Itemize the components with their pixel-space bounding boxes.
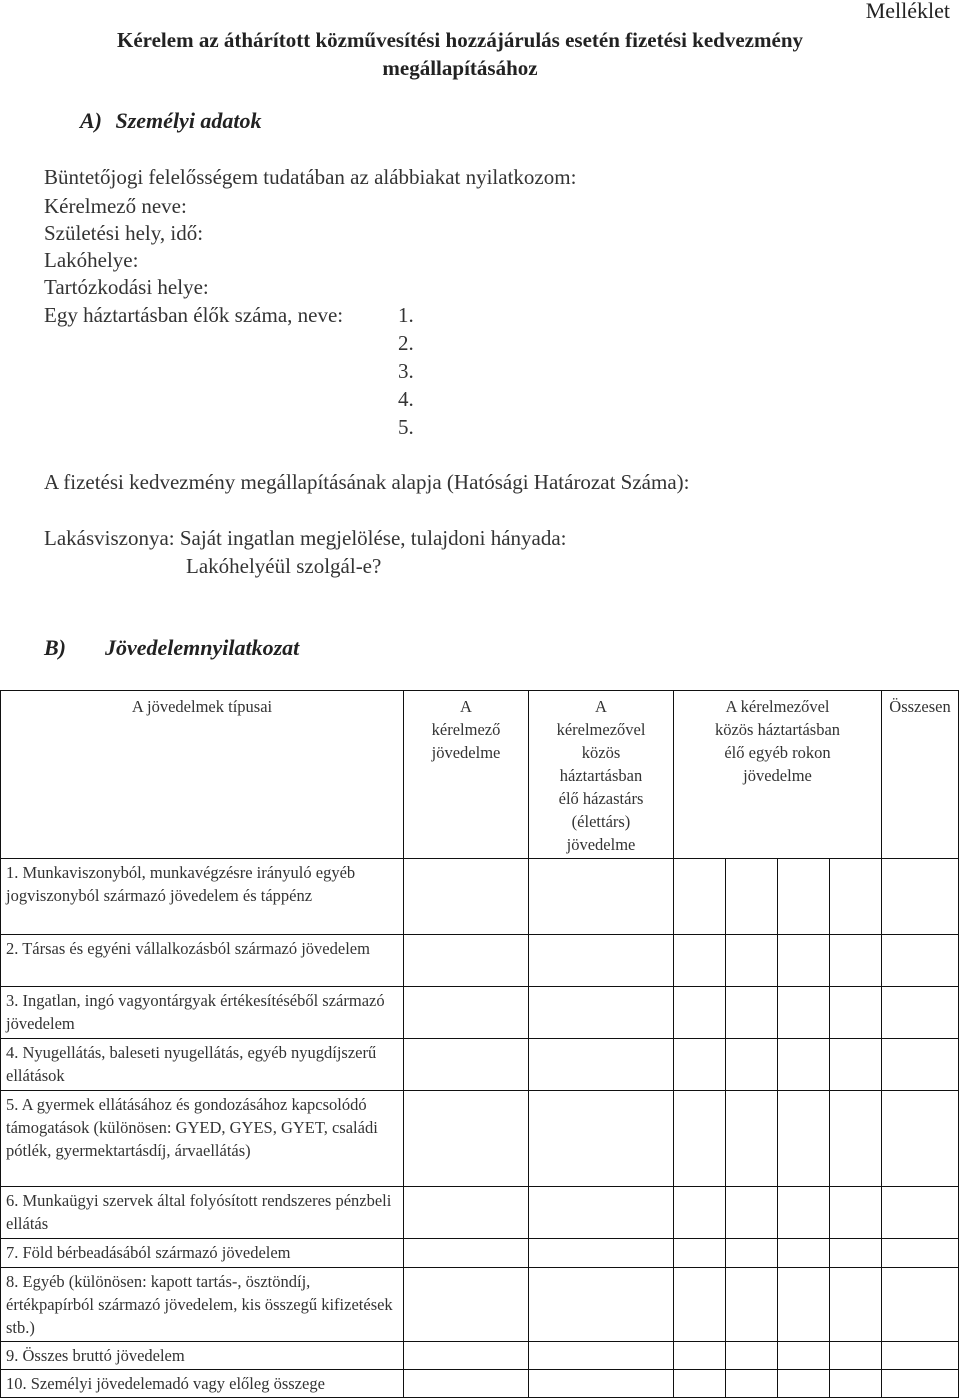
- spouse-income-cell[interactable]: [529, 1342, 674, 1370]
- applicant-income-cell[interactable]: [404, 1239, 529, 1268]
- relative-income-cell[interactable]: [726, 1039, 778, 1091]
- income-row-label: 6. Munkaügyi szervek által folyósított rendszeres pénzbeli ellátás: [1, 1187, 404, 1239]
- household-number-1: 1.: [398, 303, 414, 327]
- housing-residence-question: Lakóhelyéül szolgál-e?: [186, 554, 382, 578]
- relative-income-cell[interactable]: [674, 987, 726, 1039]
- applicant-income-cell[interactable]: [404, 1268, 529, 1342]
- residence-field: Lakóhelye:: [44, 248, 139, 272]
- spouse-income-cell[interactable]: [529, 1039, 674, 1091]
- applicant-income-cell[interactable]: [404, 1187, 529, 1239]
- spouse-income-cell[interactable]: [529, 987, 674, 1039]
- applicant-income-cell[interactable]: [404, 987, 529, 1039]
- declaration-text: Büntetőjogi felelősségem tudatában az alábbiakat nyilatkozom:: [44, 165, 577, 189]
- total-income-cell[interactable]: [882, 1239, 959, 1268]
- relative-income-cell[interactable]: [674, 859, 726, 935]
- income-row: [1, 1091, 959, 1187]
- relative-income-cell[interactable]: [674, 935, 726, 987]
- relative-income-cell[interactable]: [726, 1239, 778, 1268]
- relative-income-cell[interactable]: [726, 987, 778, 1039]
- section-b-title: Jövedelemnyilatkozat: [105, 635, 300, 660]
- total-income-cell[interactable]: [882, 1268, 959, 1342]
- relative-income-cell[interactable]: [778, 859, 830, 935]
- spouse-income-cell[interactable]: [529, 1268, 674, 1342]
- relative-income-cell[interactable]: [778, 1187, 830, 1239]
- exemption-basis-field: A fizetési kedvezmény megállapításának alapja (Hatósági Határozat Száma):: [44, 470, 690, 494]
- applicant-income-cell[interactable]: [404, 1091, 529, 1187]
- household-number-3: 3.: [398, 359, 414, 383]
- household-members-field: Egy háztartásban élők száma, neve:: [44, 303, 344, 327]
- relative-income-cell[interactable]: [830, 1187, 882, 1239]
- relative-income-cell[interactable]: [778, 1342, 830, 1370]
- relative-income-cell[interactable]: [726, 1342, 778, 1370]
- relative-income-cell[interactable]: [778, 987, 830, 1039]
- income-row-label: 9. Összes bruttó jövedelem: [1, 1342, 404, 1370]
- spouse-income-cell[interactable]: [529, 1091, 674, 1187]
- relative-income-cell[interactable]: [674, 1268, 726, 1342]
- relative-income-cell[interactable]: [830, 1239, 882, 1268]
- relative-income-cell[interactable]: [830, 1268, 882, 1342]
- income-row-label: 5. A gyermek ellátásához és gondozásához kapcsolódó támogatások (különösen: GYED, GYES, GYET, családi pótlék, gyermektartásdíj, árvaellátás): [1, 1091, 404, 1187]
- relative-income-cell[interactable]: [726, 1268, 778, 1342]
- relative-income-cell[interactable]: [674, 1370, 726, 1398]
- income-table-header: [1, 691, 959, 859]
- income-type-header: A jövedelmek típusai: [1, 691, 404, 859]
- income-row: [1, 1342, 959, 1370]
- applicant-name-field: Kérelmező neve:: [44, 194, 187, 218]
- relative-income-cell[interactable]: [674, 1342, 726, 1370]
- spouse-income-cell[interactable]: [529, 1187, 674, 1239]
- income-row: [1, 935, 959, 987]
- form-title-line-1: Kérelem az áthárított közművesítési hozzájárulás esetén fizetési kedvezmény: [117, 28, 803, 52]
- annex-label: Melléklet: [865, 0, 950, 23]
- income-row-label: 7. Föld bérbeadásából származó jövedelem: [1, 1239, 404, 1268]
- spouse-income-cell[interactable]: [529, 1239, 674, 1268]
- income-row: [1, 1268, 959, 1342]
- household-number-4: 4.: [398, 387, 414, 411]
- total-income-cell[interactable]: [882, 935, 959, 987]
- applicant-income-header: A kérelmező jövedelme: [404, 691, 529, 859]
- income-row-label: 2. Társas és egyéni vállalkozásból származó jövedelem: [1, 935, 404, 987]
- total-income-cell[interactable]: [882, 1342, 959, 1370]
- income-row: [1, 859, 959, 935]
- income-row: [1, 1370, 959, 1398]
- total-income-cell[interactable]: [882, 1187, 959, 1239]
- income-row: [1, 1239, 959, 1268]
- relative-income-cell[interactable]: [830, 935, 882, 987]
- spouse-income-cell[interactable]: [529, 935, 674, 987]
- relative-income-cell[interactable]: [778, 1370, 830, 1398]
- household-number-5: 5.: [398, 415, 414, 439]
- applicant-income-cell[interactable]: [404, 859, 529, 935]
- applicant-income-cell[interactable]: [404, 1370, 529, 1398]
- section-a-heading: [80, 108, 262, 134]
- total-income-cell[interactable]: [882, 1039, 959, 1091]
- relative-income-cell[interactable]: [726, 1187, 778, 1239]
- total-header: Összesen: [882, 691, 959, 859]
- relative-income-cell[interactable]: [726, 935, 778, 987]
- income-row-label: 10. Személyi jövedelemadó vagy előleg összege: [1, 1370, 404, 1398]
- relative-income-cell[interactable]: [778, 935, 830, 987]
- relative-income-cell[interactable]: [726, 859, 778, 935]
- total-income-cell[interactable]: [882, 1370, 959, 1398]
- relative-income-cell[interactable]: [674, 1239, 726, 1268]
- applicant-income-cell[interactable]: [404, 935, 529, 987]
- spouse-income-cell[interactable]: [529, 1370, 674, 1398]
- income-row: [1, 1039, 959, 1091]
- relative-income-cell[interactable]: [778, 1268, 830, 1342]
- relative-income-cell[interactable]: [830, 1370, 882, 1398]
- birth-place-date-field: Születési hely, idő:: [44, 221, 204, 245]
- relative-income-cell[interactable]: [830, 1039, 882, 1091]
- relative-income-cell[interactable]: [830, 1342, 882, 1370]
- applicant-income-cell[interactable]: [404, 1342, 529, 1370]
- applicant-income-cell[interactable]: [404, 1039, 529, 1091]
- relative-income-cell[interactable]: [830, 1091, 882, 1187]
- housing-ownership-field: Lakásviszonya: Saját ingatlan megjelölése, tulajdoni hányada:: [44, 526, 567, 550]
- income-row-label: 4. Nyugellátás, baleseti nyugellátás, egyéb nyugdíjszerű ellátások: [1, 1039, 404, 1091]
- income-row: [1, 987, 959, 1039]
- income-row-label: 8. Egyéb (különösen: kapott tartás-, ösztöndíj, értékpapírból származó jövedelem, kis összegű kifizetések stb.): [1, 1268, 404, 1342]
- relative-income-cell[interactable]: [778, 1239, 830, 1268]
- relative-income-cell[interactable]: [726, 1370, 778, 1398]
- income-row-label: 3. Ingatlan, ingó vagyontárgyak értékesítéséből származó jövedelem: [1, 987, 404, 1039]
- relative-income-cell[interactable]: [778, 1039, 830, 1091]
- stay-address-field: Tartózkodási helye:: [44, 275, 209, 299]
- income-row: [1, 1187, 959, 1239]
- section-a-title: Személyi adatok: [115, 108, 262, 133]
- relative-income-cell[interactable]: [674, 1187, 726, 1239]
- total-income-cell[interactable]: [882, 987, 959, 1039]
- spouse-income-header: A kérelmezővel közös háztartásban élő házastárs (élettárs) jövedelme: [529, 691, 674, 859]
- spouse-income-cell[interactable]: [529, 859, 674, 935]
- relative-income-cell[interactable]: [674, 1039, 726, 1091]
- form-title-line-2: megállapításához: [382, 56, 538, 80]
- relative-income-cell[interactable]: [726, 1091, 778, 1187]
- section-b-marker: B): [44, 635, 66, 660]
- total-income-cell[interactable]: [882, 859, 959, 935]
- relative-income-cell[interactable]: [778, 1091, 830, 1187]
- section-a-marker: A): [80, 108, 102, 133]
- income-row-label: 1. Munkaviszonyból, munkavégzésre irányuló egyéb jogviszonyból származó jövedelem és táppénz: [1, 859, 404, 935]
- relative-income-cell[interactable]: [830, 859, 882, 935]
- relative-income-cell[interactable]: [674, 1091, 726, 1187]
- other-relatives-income-header: A kérelmezővel közös háztartásban élő egyéb rokon jövedelme: [674, 691, 882, 859]
- income-table: [0, 690, 959, 1398]
- total-income-cell[interactable]: [882, 1091, 959, 1187]
- relative-income-cell[interactable]: [830, 987, 882, 1039]
- household-number-2: 2.: [398, 331, 414, 355]
